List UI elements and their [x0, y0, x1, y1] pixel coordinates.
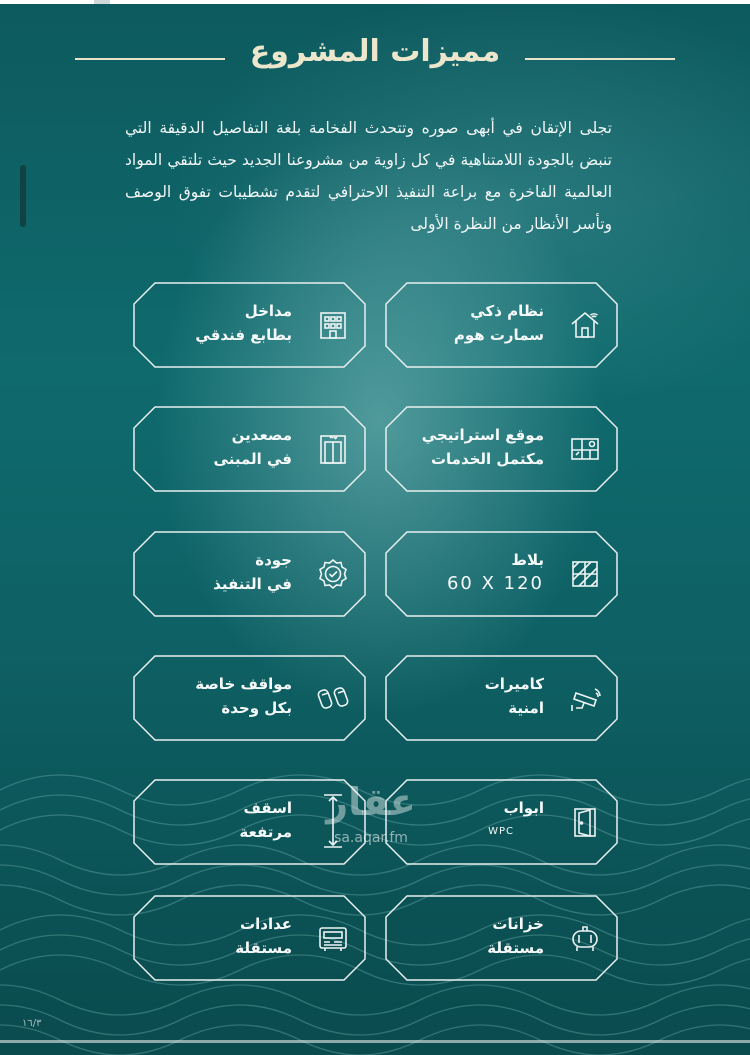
top-bar [0, 0, 750, 4]
feature-subtitle: امنية [508, 699, 544, 717]
feature-subtitle: مكتمل الخدمات [430, 450, 544, 468]
feature-card-parking [133, 655, 366, 741]
watermark-url: sa.aqar.fm [334, 830, 408, 846]
building-icon [316, 308, 350, 342]
map-icon [568, 432, 602, 466]
elevator-icon [316, 432, 350, 466]
feature-title: نظام ذكي [470, 302, 544, 320]
feature-subtitle: بكل وحدة [221, 699, 292, 717]
bottom-rule [0, 1040, 750, 1043]
feature-subtitle: بطابع فندقي [195, 326, 292, 344]
feature-subtitle: مستقلة [487, 939, 544, 957]
feature-title: مداخل [244, 302, 292, 320]
smart-home-icon [568, 308, 602, 342]
feature-card-location [385, 406, 618, 492]
feature-card-elevators [133, 406, 366, 492]
feature-subtitle: في المبنى [213, 450, 292, 468]
feature-subtitle: WPC [488, 826, 514, 837]
meter-icon [316, 921, 350, 955]
feature-card-meters [133, 895, 366, 981]
feature-subtitle: مرتفعة [239, 823, 292, 841]
feature-subtitle: 60 X 120 [446, 573, 544, 594]
security-camera-icon [568, 681, 602, 715]
feature-subtitle: مستقلة [235, 939, 292, 957]
door-icon [568, 805, 602, 839]
water-tank-icon [568, 921, 602, 955]
feature-card-entrances [133, 282, 366, 368]
title-row [75, 30, 675, 80]
intro-paragraph: تجلى الإتقان في أبهى صوره وتتحدث الفخامة بلغة التفاصيل الدقيقة التي تنبض بالجودة اللامتناهية في كل زاوية من مشروعنا الجديد حيث تلتقي المواد العالمية الفاخرة مع براعة التنفيذ الاحترافي لتقدم تشطيبات تفوق الوصف وتأسر الأنظار من النظرة الأولى [125, 119, 612, 233]
feature-title: خزانات [492, 915, 544, 933]
feature-title: عدادات [240, 915, 292, 933]
top-notch [94, 0, 110, 4]
feature-card-tanks [385, 895, 618, 981]
parking-cars-icon [316, 681, 350, 715]
tiles-icon [568, 557, 602, 591]
quality-badge-icon [316, 557, 350, 591]
feature-title: بلاط [511, 551, 544, 569]
feature-card-cameras [385, 655, 618, 741]
page-title: مميزات المشروع [249, 34, 501, 69]
scrollbar[interactable] [20, 165, 26, 227]
feature-title: مصعدين [231, 426, 292, 444]
feature-title: موقع استراتيجي [421, 426, 544, 444]
watermark-logo-text: عقار [326, 780, 416, 824]
feature-subtitle: سمارت هوم [453, 326, 544, 344]
aqar-watermark [312, 780, 432, 852]
feature-subtitle: في التنفيذ [213, 575, 292, 593]
feature-title: جودة [255, 551, 292, 569]
feature-card-smart-home [385, 282, 618, 368]
feature-card-quality [133, 531, 366, 617]
feature-title: ابواب [503, 799, 544, 817]
feature-card-tiles [385, 531, 618, 617]
feature-title: كاميرات [484, 675, 544, 693]
feature-title: مواقف خاصة [195, 675, 292, 693]
feature-title: اسقف [243, 799, 292, 817]
page-number: ١٦/٣ [22, 1018, 42, 1029]
